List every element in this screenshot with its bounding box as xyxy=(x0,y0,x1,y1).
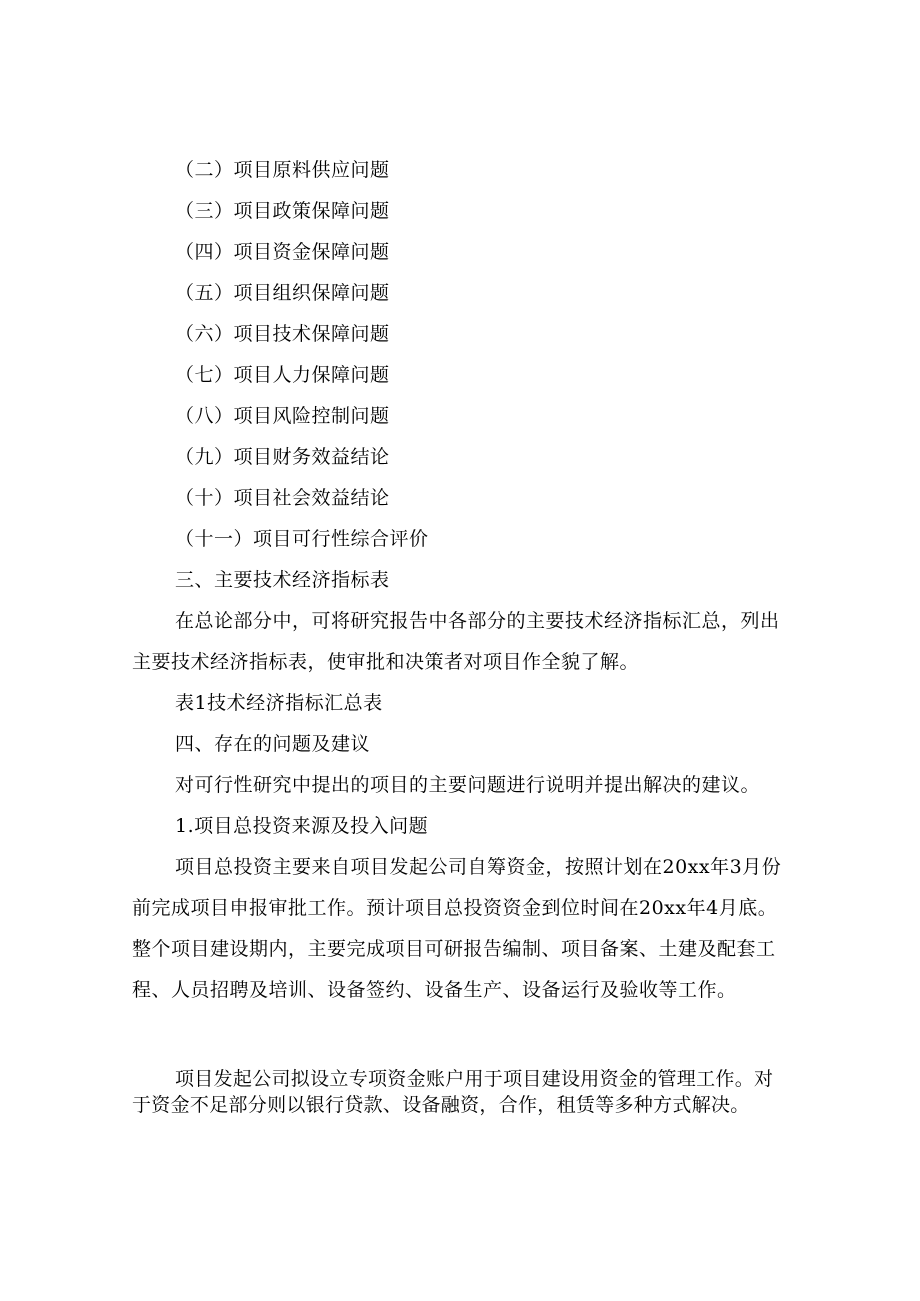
table-caption: 表1技术经济指标汇总表 xyxy=(175,692,383,714)
list-item: （三）项目政策保障问题 xyxy=(175,200,390,222)
paragraph: 在总论部分中，可将研究报告中各部分的主要技术经济指标汇总，列出主要技术经济指标表，使审批和决策者对项目作全貌了解。 xyxy=(132,610,780,673)
paragraph: 项目总投资主要来自项目发起公司自筹资金，按照计划在20xx年3月份前完成项目申报审批工作。预计项目总投资资金到位时间在20xx年4月底。整个项目建设期内，主要完成项目可研报告编制、项目备案、土建及配套工程、人员招聘及培训、设备签约、设备生产、设备运行及验收等工作。 xyxy=(132,856,782,1001)
paragraph: 项目发起公司拟设立专项资金账户用于项目建设用资金的管理工作。对于资金不足部分则以银行贷款、设备融资，合作，租赁等多种方式解决。 xyxy=(132,1068,774,1116)
list-item: （二）项目原料供应问题 xyxy=(175,159,390,181)
list-item: （十一）项目可行性综合评价 xyxy=(175,528,429,550)
list-item: （十）项目社会效益结论 xyxy=(175,487,390,509)
paragraph: 对可行性研究中提出的项目的主要问题进行说明并提出解决的建议。 xyxy=(175,774,761,796)
list-item: （八）项目风险控制问题 xyxy=(175,405,390,427)
list-item: （四）项目资金保障问题 xyxy=(175,241,390,263)
subsection-heading: 1.项目总投资来源及投入问题 xyxy=(175,815,429,837)
list-item: （六）项目技术保障问题 xyxy=(175,323,390,345)
list-item: （九）项目财务效益结论 xyxy=(175,446,390,468)
list-item: （五）项目组织保障问题 xyxy=(175,282,390,304)
section-heading: 三、主要技术经济指标表 xyxy=(175,569,390,591)
section-heading: 四、存在的问题及建议 xyxy=(175,733,371,755)
list-item: （七）项目人力保障问题 xyxy=(175,364,390,386)
